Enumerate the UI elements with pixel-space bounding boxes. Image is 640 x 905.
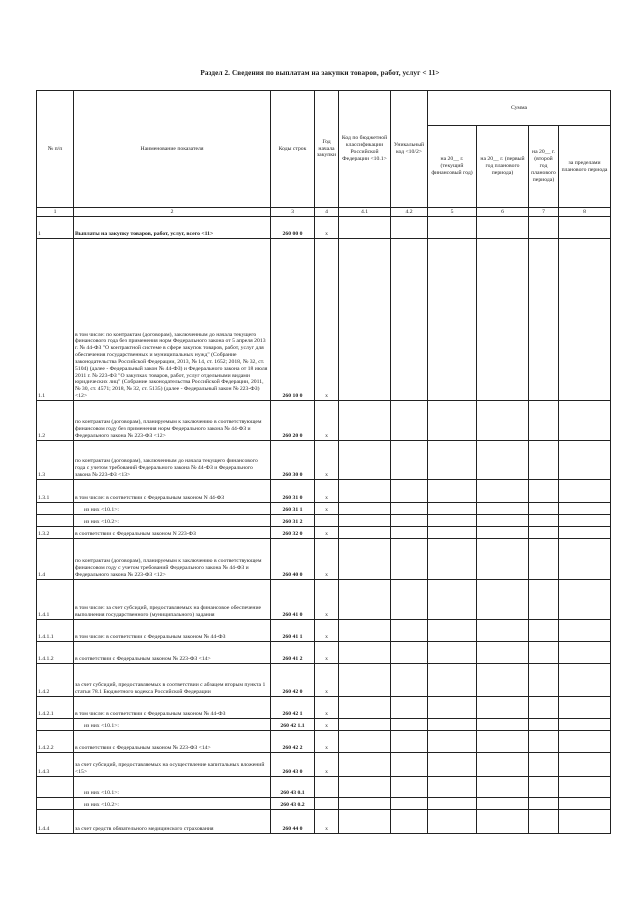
column-number: 6 (477, 208, 529, 217)
row-value-cell (428, 697, 477, 719)
row-code: 260 41 2 (271, 642, 315, 664)
row-year: x (315, 620, 339, 642)
row-value-cell (391, 580, 428, 620)
row-value-cell (477, 401, 529, 441)
row-name: в том числе: в соответствии с Федеральным законом № 44-ФЗ (74, 697, 271, 719)
row-name: из них <10.1>: (74, 777, 271, 798)
row-code: 260 43 0.2 (271, 798, 315, 810)
row-value-cell (339, 753, 391, 777)
row-value-cell (339, 664, 391, 697)
row-value-cell (477, 515, 529, 527)
table-row (37, 239, 611, 401)
row-value-cell (477, 664, 529, 697)
row-num: 1.2 (37, 401, 74, 441)
row-value-cell (391, 480, 428, 503)
row-value-cell (391, 719, 428, 731)
row-value-cell (559, 664, 611, 697)
row-value-cell (477, 798, 529, 810)
row-name: по контрактам (договорам), планируемым к заключению в соответствующем финансовом году с учетом требований Федерального закона № 44-ФЗ и Федерального закона № 223-ФЗ <12> (74, 539, 271, 580)
row-value-cell (391, 697, 428, 719)
header-sum-second-plan-year: на 20__ г. (второй год планового периода) (529, 126, 559, 208)
row-value-cell (391, 753, 428, 777)
table-row (37, 753, 611, 777)
column-number: 5 (428, 208, 477, 217)
row-value-cell (391, 401, 428, 441)
header-sum-current-year: на 20__ г. (текущий финансовый год) (428, 126, 477, 208)
row-num: 1.1 (37, 239, 74, 401)
row-year: x (315, 697, 339, 719)
row-value-cell (477, 642, 529, 664)
row-value-cell (428, 515, 477, 527)
row-value-cell (559, 527, 611, 539)
section-title: Раздел 2. Сведения по выплатам на закупки товаров, работ, услуг < 11> (200, 69, 440, 77)
row-value-cell (477, 719, 529, 731)
row-value-cell (428, 580, 477, 620)
table-row (37, 798, 611, 810)
row-value-cell (559, 777, 611, 798)
row-code: 260 40 0 (271, 539, 315, 580)
row-value-cell (428, 777, 477, 798)
row-num: 1 (37, 217, 74, 239)
row-value-cell (529, 664, 559, 697)
row-num (37, 503, 74, 515)
row-num: 1.4.1.2 (37, 642, 74, 664)
row-value-cell (428, 527, 477, 539)
row-value-cell (428, 798, 477, 810)
row-value-cell (339, 539, 391, 580)
row-value-cell (391, 620, 428, 642)
row-value-cell (428, 620, 477, 642)
row-value-cell (391, 239, 428, 401)
row-value-cell (559, 753, 611, 777)
row-value-cell (428, 239, 477, 401)
row-num: 1.4 (37, 539, 74, 580)
row-year (315, 798, 339, 810)
row-value-cell (559, 580, 611, 620)
row-name: по контрактам (договорам), планируемым к заключению в соответствующем финансовом году без применения норм Федерального закона № 44-ФЗ и Федерального закона № 223-ФЗ <12> (74, 401, 271, 441)
table-row (37, 719, 611, 731)
row-num (37, 777, 74, 798)
table-row (37, 620, 611, 642)
row-code: 260 42 0 (271, 664, 315, 697)
row-year: x (315, 810, 339, 834)
row-value-cell (339, 239, 391, 401)
row-value-cell (339, 719, 391, 731)
row-value-cell (559, 719, 611, 731)
row-num: 1.4.2.1 (37, 697, 74, 719)
row-value-cell (339, 777, 391, 798)
row-value-cell (559, 697, 611, 719)
row-value-cell (477, 810, 529, 834)
row-value-cell (428, 480, 477, 503)
row-value-cell (559, 620, 611, 642)
row-value-cell (339, 441, 391, 480)
row-num: 1.4.1.1 (37, 620, 74, 642)
table-row (37, 441, 611, 480)
row-year: x (315, 503, 339, 515)
row-code: 260 10 0 (271, 239, 315, 401)
row-year: x (315, 731, 339, 753)
row-name: в соответствии с Федеральным законом № 223-ФЗ <14> (74, 731, 271, 753)
row-value-cell (428, 503, 477, 515)
row-num (37, 719, 74, 731)
table-row (37, 401, 611, 441)
row-year: x (315, 753, 339, 777)
row-code: 260 31 0 (271, 480, 315, 503)
column-number: 8 (559, 208, 611, 217)
row-value-cell (477, 697, 529, 719)
row-value-cell (477, 731, 529, 753)
row-year: x (315, 401, 339, 441)
row-name: из них <10.1>: (74, 719, 271, 731)
row-value-cell (529, 539, 559, 580)
procurement-table (36, 90, 611, 834)
row-value-cell (391, 664, 428, 697)
row-year: x (315, 642, 339, 664)
row-value-cell (529, 480, 559, 503)
row-value-cell (391, 539, 428, 580)
row-year: x (315, 539, 339, 580)
row-code: 260 42 2 (271, 731, 315, 753)
table-row (37, 777, 611, 798)
row-value-cell (339, 798, 391, 810)
row-value-cell (428, 217, 477, 239)
row-value-cell (529, 620, 559, 642)
row-value-cell (477, 527, 529, 539)
row-num: 1.3 (37, 441, 74, 480)
header-sum-first-plan-year: на 20__ г. (первый год планового периода) (477, 126, 529, 208)
row-code: 260 42 1 (271, 697, 315, 719)
row-value-cell (477, 620, 529, 642)
row-num: 1.4.4 (37, 810, 74, 834)
row-value-cell (339, 515, 391, 527)
header-name: Наименование показателя (74, 91, 271, 208)
row-num (37, 798, 74, 810)
row-year (315, 777, 339, 798)
row-value-cell (529, 777, 559, 798)
table-row (37, 580, 611, 620)
row-num: 1.3.2 (37, 527, 74, 539)
table-row (37, 503, 611, 515)
row-year (315, 515, 339, 527)
row-value-cell (477, 217, 529, 239)
row-year: x (315, 441, 339, 480)
table-row (37, 664, 611, 697)
row-year: x (315, 480, 339, 503)
row-value-cell (559, 401, 611, 441)
column-number: 7 (529, 208, 559, 217)
row-value-cell (529, 719, 559, 731)
row-value-cell (428, 753, 477, 777)
row-value-cell (339, 731, 391, 753)
row-value-cell (529, 401, 559, 441)
row-value-cell (391, 515, 428, 527)
row-value-cell (391, 731, 428, 753)
row-code: 260 00 0 (271, 217, 315, 239)
row-name: из них <10.2>: (74, 515, 271, 527)
table-row (37, 731, 611, 753)
row-value-cell (339, 217, 391, 239)
row-value-cell (529, 798, 559, 810)
row-value-cell (477, 239, 529, 401)
row-value-cell (559, 810, 611, 834)
row-year: x (315, 580, 339, 620)
row-num: 1.4.2 (37, 664, 74, 697)
row-num: 1.4.1 (37, 580, 74, 620)
row-name: в том числе: в соответствии с Федеральным законом N 44-ФЗ (74, 480, 271, 503)
row-value-cell (428, 719, 477, 731)
row-value-cell (339, 527, 391, 539)
row-code: 260 41 0 (271, 580, 315, 620)
row-value-cell (391, 441, 428, 480)
row-value-cell (477, 480, 529, 503)
row-value-cell (559, 798, 611, 810)
row-value-cell (529, 810, 559, 834)
table-row (37, 642, 611, 664)
row-value-cell (391, 217, 428, 239)
row-value-cell (529, 515, 559, 527)
table-row (37, 217, 611, 239)
header-codes: Коды строк (271, 91, 315, 208)
row-value-cell (559, 217, 611, 239)
row-value-cell (559, 503, 611, 515)
row-value-cell (428, 642, 477, 664)
table-row (37, 527, 611, 539)
row-value-cell (391, 503, 428, 515)
column-number: 4.2 (391, 208, 428, 217)
row-num: 1.4.3 (37, 753, 74, 777)
row-name: в том числе: в соответствии с Федеральным законом № 44-ФЗ (74, 620, 271, 642)
row-name: за счет субсидий, предоставляемых в соответствии с абзацем вторым пункта 1 статьи 78.1 Бюджетного кодекса Российской Федерации (74, 664, 271, 697)
row-name: из них <10.2>: (74, 798, 271, 810)
row-value-cell (477, 539, 529, 580)
header-num: № п/п (37, 91, 74, 208)
row-value-cell (529, 217, 559, 239)
column-number: 1 (37, 208, 74, 217)
row-value-cell (428, 731, 477, 753)
row-year: x (315, 719, 339, 731)
row-value-cell (339, 401, 391, 441)
row-year: x (315, 239, 339, 401)
row-value-cell (529, 580, 559, 620)
row-num: 1.4.2.2 (37, 731, 74, 753)
row-value-cell (529, 697, 559, 719)
row-value-cell (339, 642, 391, 664)
table-row (37, 480, 611, 503)
column-number: 4.1 (339, 208, 391, 217)
row-value-cell (559, 731, 611, 753)
row-value-cell (391, 810, 428, 834)
row-value-cell (428, 664, 477, 697)
row-name: в том числе: за счет субсидий, предоставляемых на финансовое обеспечение выполнения государственного (муниципального) задания (74, 580, 271, 620)
row-value-cell (477, 441, 529, 480)
row-name: в соответствии с Федеральным законом N 223-ФЗ (74, 527, 271, 539)
row-value-cell (559, 480, 611, 503)
row-code: 260 43 0 (271, 753, 315, 777)
row-value-cell (559, 515, 611, 527)
table-row (37, 539, 611, 580)
header-year: Год начала закупки (315, 91, 339, 208)
row-value-cell (391, 777, 428, 798)
row-value-cell (339, 580, 391, 620)
row-year: x (315, 664, 339, 697)
row-name: в том числе: по контрактам (договорам), заключенным до начала текущего финансового года без применения норм Федерального закона от 5 апреля 2013 г. № 44-ФЗ "О контрактной системе в сфере закупок товаров, работ, услуг для обеспечения государственных и муниципальных нужд" (Собрание законодательства Российской Федерации, 2013, № 14, ст. 1652; 2018, № 32, ст. 5104) (далее - Федеральный закон № 44-ФЗ) и Федерального закона от 18 июля 2011 г. № 223-ФЗ "О закупках товаров, работ, услуг отдельными видами юридических лиц" (Собрание законодательства Российской Федерации, 2011, № 30, ст. 4571; 2018, № 32, ст. 5135) (далее - Федеральный закон № 223-ФЗ) <12> (74, 239, 271, 401)
row-value-cell (428, 441, 477, 480)
row-num: 1.3.1 (37, 480, 74, 503)
row-code: 260 32 0 (271, 527, 315, 539)
header-sum: Сумма (428, 91, 611, 126)
table-row (37, 810, 611, 834)
row-value-cell (391, 527, 428, 539)
row-value-cell (477, 503, 529, 515)
row-value-cell (339, 480, 391, 503)
row-value-cell (339, 810, 391, 834)
row-value-cell (477, 753, 529, 777)
row-value-cell (559, 642, 611, 664)
row-name: за счет средств обязательного медицинского страхования (74, 810, 271, 834)
row-value-cell (477, 580, 529, 620)
row-year: x (315, 527, 339, 539)
header-unique-code: Уникальный код <10/2> (391, 91, 428, 208)
row-value-cell (339, 697, 391, 719)
header-sum-beyond-plan: за пределами планового периода (559, 126, 611, 208)
row-year: x (315, 217, 339, 239)
row-value-cell (529, 441, 559, 480)
row-value-cell (391, 798, 428, 810)
header-kbk: Код по бюджетной классификации Российской Федерации <10.1> (339, 91, 391, 208)
row-code: 260 31 2 (271, 515, 315, 527)
column-numbers-row (37, 208, 611, 217)
row-value-cell (529, 642, 559, 664)
row-value-cell (529, 753, 559, 777)
column-number: 4 (315, 208, 339, 217)
row-value-cell (529, 239, 559, 401)
row-name: за счет субсидий, предоставляемых на осуществление капитальных вложений <15> (74, 753, 271, 777)
row-value-cell (428, 539, 477, 580)
row-value-cell (428, 401, 477, 441)
row-code: 260 30 0 (271, 441, 315, 480)
row-name: Выплаты на закупку товаров, работ, услуг, всего <11> (74, 217, 271, 239)
row-code: 260 44 0 (271, 810, 315, 834)
row-value-cell (339, 620, 391, 642)
column-number: 2 (74, 208, 271, 217)
row-value-cell (529, 503, 559, 515)
row-value-cell (529, 731, 559, 753)
table-row (37, 697, 611, 719)
row-value-cell (339, 503, 391, 515)
row-name: по контрактам (договорам), заключенным до начала текущего финансового года с учетом требований Федерального закона № 44-ФЗ и Федерального закона № 223-ФЗ <13> (74, 441, 271, 480)
table-row (37, 515, 611, 527)
row-value-cell (529, 527, 559, 539)
row-value-cell (428, 810, 477, 834)
row-value-cell (477, 777, 529, 798)
row-name: из них <10.1>: (74, 503, 271, 515)
row-code: 260 43 0.1 (271, 777, 315, 798)
row-code: 260 42 1.1 (271, 719, 315, 731)
row-code: 260 20 0 (271, 401, 315, 441)
column-number: 3 (271, 208, 315, 217)
row-value-cell (559, 441, 611, 480)
row-value-cell (559, 239, 611, 401)
row-code: 260 31 1 (271, 503, 315, 515)
row-num (37, 515, 74, 527)
row-value-cell (391, 642, 428, 664)
row-code: 260 41 1 (271, 620, 315, 642)
row-name: в соответствии с Федеральным законом № 223-ФЗ <14> (74, 642, 271, 664)
row-value-cell (559, 539, 611, 580)
